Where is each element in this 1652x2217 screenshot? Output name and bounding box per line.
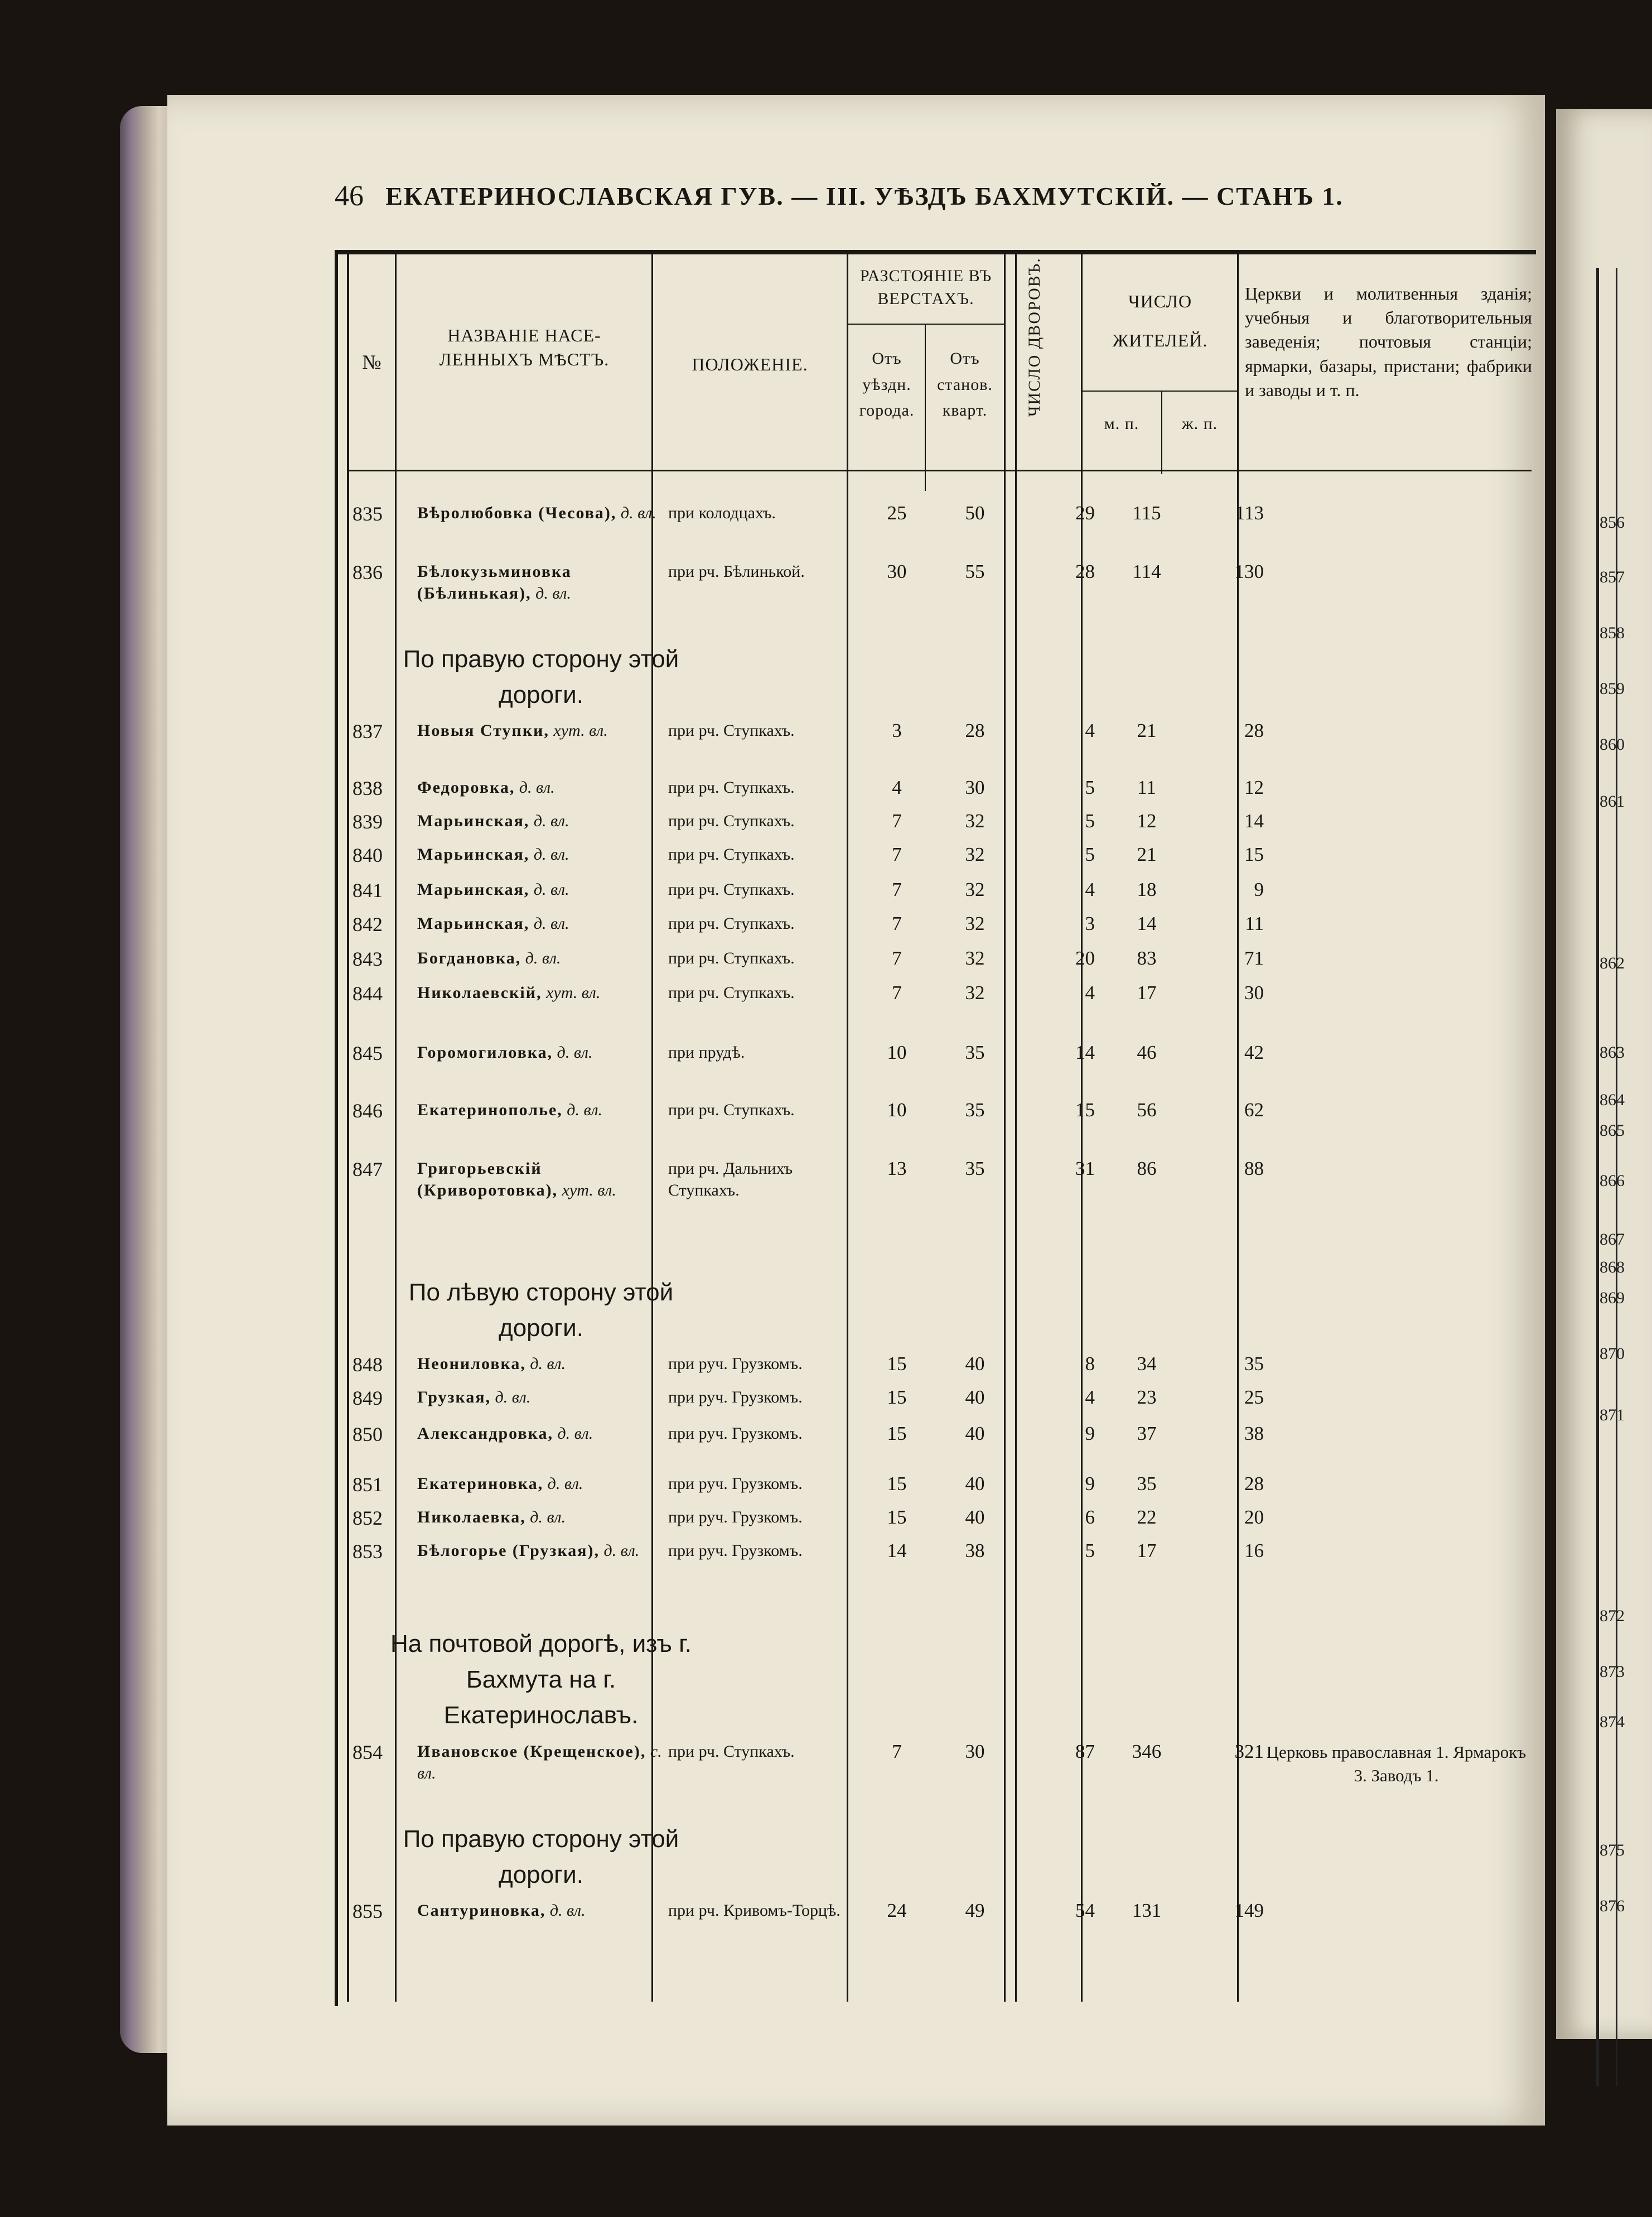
settlement-type: д. вл. [525, 1508, 566, 1526]
settlement-type: д. вл. [491, 1388, 531, 1406]
row-male: 11 [1137, 777, 1156, 798]
header-distance: РАЗСТОЯНІЕ ВЪ ВЕРСТАХЪ. [859, 267, 992, 308]
row-distance-town: 15 [887, 1386, 907, 1408]
row-households: 54 [1075, 1900, 1095, 1921]
row-female: 38 [1244, 1423, 1264, 1444]
row-households: 4 [1085, 720, 1095, 741]
settlement-type: д. вл. [529, 845, 569, 864]
row-name [417, 810, 663, 832]
row-position: при рч. Ступкахъ. [668, 1101, 795, 1119]
row-name [417, 777, 663, 798]
row-position: при руч. Грузкомъ. [668, 1508, 803, 1526]
settlement-name: Марьинская, [417, 845, 530, 864]
section-title: По правую сторону этой дороги. [403, 1825, 679, 1888]
row-position: при руч. Грузкомъ. [668, 1424, 803, 1443]
row-female: 42 [1244, 1042, 1264, 1063]
settlement-name: Екатеринополье, [417, 1101, 563, 1119]
settlement-type: д. вл. [529, 812, 569, 830]
row-number: 844 [352, 982, 383, 1005]
row-female: 14 [1244, 810, 1264, 832]
row-male: 56 [1137, 1099, 1157, 1121]
row-households: 8 [1085, 1353, 1095, 1375]
row-distance-camp: 55 [965, 561, 985, 582]
settlement-name: Александровка, [417, 1424, 553, 1443]
facing-row-number: 875 [1600, 1841, 1625, 1859]
row-female: 9 [1254, 879, 1264, 900]
row-number: 848 [352, 1353, 383, 1376]
row-name [417, 982, 663, 1004]
row-distance-town: 7 [892, 1741, 902, 1762]
row-name [417, 1386, 663, 1408]
row-distance-camp: 32 [965, 879, 985, 900]
row-number: 850 [352, 1423, 383, 1445]
running-head: ЕКАТЕРИНОСЛАВСКАЯ ГУВ. — III. УѢЗДЪ БАХМУТСКІЙ. — СТАНЪ 1. [385, 182, 1344, 210]
settlement-name: Богдановка, [417, 949, 521, 967]
facing-row-number: 871 [1600, 1406, 1625, 1424]
row-number: 846 [352, 1100, 383, 1122]
header-from-town: Отъ уѣздн. города. [859, 349, 915, 420]
facing-row-number: 869 [1600, 1289, 1625, 1307]
row-position: при рч. Ступкахъ. [668, 949, 795, 967]
section-title: На почтовой дорогѣ, изъ г. Бахмута на г. Екатеринославъ. [390, 1630, 692, 1729]
section-title: По лѣвую сторону этой дороги. [408, 1279, 674, 1342]
row-distance-camp: 32 [965, 947, 985, 969]
settlement-name: Горомогиловка, [417, 1043, 553, 1062]
header-churches: Церкви и молитвенныя зданія; учебныя и благотворительныя заведенія; почтовыя станціи; ярмарки, базары, пристани; фабрики и заводы и т. п. [1245, 283, 1532, 400]
row-male: 83 [1137, 947, 1157, 969]
facing-row-number: 861 [1600, 792, 1625, 811]
settlement-type: с. вл. [417, 1742, 662, 1782]
row-male: 21 [1137, 720, 1157, 741]
row-female: 62 [1244, 1099, 1264, 1121]
row-name [417, 1473, 663, 1495]
facing-row-number: 870 [1600, 1344, 1625, 1363]
row-distance-town: 30 [887, 561, 907, 582]
row-female: 149 [1234, 1900, 1264, 1921]
row-distance-camp: 40 [965, 1386, 985, 1408]
header-inhabitants: ЧИСЛО ЖИТЕЛЕЙ. [1112, 291, 1208, 351]
header-from-camp: Отъ станов. кварт. [937, 349, 993, 420]
row-male: 18 [1137, 879, 1157, 900]
row-institutions: Церковь православная 1. Ярмарокъ 3. Заводъ 1. [1266, 1742, 1527, 1785]
header-households: ЧИСЛО ДВОРОВЪ. [1025, 257, 1044, 417]
settlement-name: Сантуриновка, [417, 1901, 546, 1920]
settlement-type: хут. вл. [549, 721, 608, 740]
row-position: при рч. Ступкахъ. [668, 845, 795, 864]
settlement-type: д. вл. [515, 778, 555, 797]
row-female: 25 [1244, 1386, 1264, 1408]
row-name [417, 913, 663, 934]
row-name [417, 1423, 663, 1444]
settlement-type: д. вл. [531, 584, 571, 603]
row-position: при рч. Ступкахъ. [668, 914, 795, 933]
row-distance-town: 7 [892, 913, 902, 934]
row-number: 840 [352, 844, 383, 866]
row-male: 12 [1137, 810, 1157, 832]
row-male: 14 [1137, 913, 1157, 934]
row-female: 88 [1244, 1158, 1264, 1179]
row-name [417, 1042, 663, 1063]
row-households: 3 [1085, 913, 1095, 934]
row-name [417, 720, 663, 741]
row-female: 16 [1244, 1540, 1264, 1561]
row-female: 71 [1244, 947, 1264, 969]
page-number: 46 [335, 180, 364, 212]
facing-row-number: 864 [1600, 1091, 1625, 1109]
settlement-type: д. вл. [545, 1901, 586, 1920]
facing-row-number: 858 [1600, 624, 1625, 642]
row-position: при рч. Ступкахъ. [668, 984, 795, 1002]
row-distance-camp: 32 [965, 913, 985, 934]
settlement-name: Неониловка, [417, 1355, 526, 1373]
row-distance-camp: 30 [965, 1741, 985, 1762]
row-number: 839 [352, 811, 383, 833]
row-name [417, 947, 663, 969]
row-distance-town: 10 [887, 1042, 907, 1063]
settlement-type: д. вл. [525, 1355, 566, 1373]
row-position: при руч. Грузкомъ. [668, 1474, 803, 1493]
row-position: при рч. Ступкахъ. [668, 1742, 795, 1761]
row-distance-town: 4 [892, 777, 902, 798]
row-distance-town: 14 [887, 1540, 907, 1561]
row-distance-camp: 40 [965, 1353, 985, 1375]
row-male: 114 [1132, 561, 1161, 582]
row-number: 843 [352, 948, 383, 970]
row-households: 5 [1085, 1540, 1095, 1561]
row-distance-town: 7 [892, 844, 902, 865]
settlement-name: Николаевскій, [417, 984, 542, 1002]
settlement-type: д. вл. [553, 1424, 593, 1443]
row-households: 4 [1085, 879, 1095, 900]
row-households: 28 [1075, 561, 1095, 582]
row-number: 847 [352, 1158, 383, 1180]
row-position: при руч. Грузкомъ. [668, 1388, 803, 1406]
row-female: 35 [1244, 1353, 1264, 1375]
row-distance-town: 10 [887, 1099, 907, 1121]
row-position: при прудѣ. [668, 1043, 745, 1062]
row-position: при рч. Ступкахъ. [668, 880, 795, 899]
row-female: 130 [1234, 561, 1264, 582]
row-male: 23 [1137, 1386, 1157, 1408]
facing-row-number: 873 [1600, 1662, 1625, 1681]
facing-row-number: 867 [1600, 1230, 1625, 1249]
settlement-type: хут. вл. [542, 984, 601, 1002]
settlement-name: Николаевка, [417, 1508, 526, 1526]
row-households: 9 [1085, 1473, 1095, 1495]
row-distance-town: 15 [887, 1473, 907, 1495]
row-distance-camp: 35 [965, 1099, 985, 1121]
facing-row-number: 860 [1600, 735, 1625, 754]
row-position: при рч. Ступкахъ. [668, 721, 795, 740]
row-name [417, 1099, 663, 1121]
row-households: 29 [1075, 502, 1095, 524]
row-female: 11 [1245, 913, 1264, 934]
header-num: № [362, 351, 382, 373]
row-position: при рч. Бѣлинькой. [668, 562, 805, 581]
row-male: 34 [1137, 1353, 1157, 1375]
row-male: 37 [1137, 1423, 1157, 1444]
facing-row-number: 856 [1600, 513, 1625, 532]
row-distance-camp: 40 [965, 1473, 985, 1495]
row-position: при руч. Грузкомъ. [668, 1355, 803, 1373]
row-male: 86 [1137, 1158, 1157, 1179]
row-male: 131 [1132, 1900, 1162, 1921]
settlement-name: Грузкая, [417, 1388, 491, 1406]
row-distance-camp: 40 [965, 1423, 985, 1444]
facing-row-number: 859 [1600, 679, 1625, 698]
settlement-type: д. вл. [529, 914, 569, 933]
facing-row-number: 868 [1600, 1258, 1625, 1276]
settlement-name: Марьинская, [417, 812, 530, 830]
row-distance-camp: 32 [965, 844, 985, 865]
settlement-type: д. вл. [521, 949, 561, 967]
facing-row-number: 862 [1600, 954, 1625, 972]
row-distance-town: 7 [892, 879, 902, 900]
row-households: 5 [1085, 810, 1095, 832]
settlement-name: Федоровка, [417, 778, 515, 797]
row-households: 15 [1075, 1099, 1095, 1121]
row-number: 849 [352, 1387, 383, 1409]
facing-row-number: 872 [1600, 1607, 1625, 1625]
settlement-name: Марьинская, [417, 914, 530, 933]
row-position: при рч. Ступкахъ. [668, 812, 795, 830]
row-distance-camp: 50 [965, 502, 985, 524]
row-distance-camp: 35 [965, 1042, 985, 1063]
row-number: 851 [352, 1473, 383, 1496]
settlement-name: Ивановское (Крещенское), [417, 1742, 646, 1761]
row-distance-town: 7 [892, 947, 902, 969]
row-number: 845 [352, 1042, 383, 1064]
row-households: 31 [1075, 1158, 1095, 1179]
row-distance-town: 15 [887, 1423, 907, 1444]
row-male: 21 [1137, 844, 1157, 865]
row-distance-town: 24 [887, 1900, 907, 1921]
settlement-type: д. вл. [600, 1541, 640, 1560]
row-female: 30 [1244, 982, 1264, 1004]
row-name [417, 561, 663, 604]
row-name [417, 1900, 663, 1921]
row-female: 15 [1244, 844, 1264, 865]
facing-row-number: 857 [1600, 568, 1625, 586]
row-households: 6 [1085, 1506, 1095, 1528]
facing-row-number: 863 [1600, 1043, 1625, 1062]
row-position: при руч. Грузкомъ. [668, 1541, 803, 1560]
settlement-name: Вѣролюбовка (Чесова), [417, 504, 617, 522]
header-male: м. п. [1104, 415, 1139, 433]
row-female: 28 [1244, 1473, 1264, 1495]
row-name [417, 879, 663, 900]
row-name [417, 844, 663, 865]
row-number: 837 [352, 720, 383, 743]
facing-row-number: 866 [1600, 1172, 1625, 1190]
row-name [417, 1741, 663, 1784]
row-distance-camp: 32 [965, 982, 985, 1004]
row-households: 5 [1085, 844, 1095, 865]
row-position: при рч. Кривомъ-Торцѣ. [668, 1901, 841, 1920]
header-position: ПОЛОЖЕНІЕ. [692, 354, 808, 374]
settlement-type: д. вл. [553, 1043, 593, 1062]
row-number: 836 [352, 561, 383, 584]
facing-row-number: 876 [1600, 1897, 1625, 1915]
row-position: при рч. Ступкахъ. [668, 778, 795, 797]
row-female: 28 [1244, 720, 1264, 741]
row-households: 4 [1085, 982, 1095, 1004]
row-female: 321 [1234, 1741, 1264, 1762]
row-number: 842 [352, 913, 383, 936]
row-name [417, 1540, 663, 1561]
row-distance-camp: 40 [965, 1506, 985, 1528]
row-male: 46 [1137, 1042, 1157, 1063]
row-distance-camp: 35 [965, 1158, 985, 1179]
settlement-type: д. вл. [543, 1474, 583, 1493]
row-households: 87 [1075, 1741, 1095, 1762]
row-female: 12 [1244, 777, 1264, 798]
row-distance-town: 3 [892, 720, 902, 741]
row-distance-town: 25 [887, 502, 907, 524]
row-number: 841 [352, 879, 383, 902]
row-number: 838 [352, 777, 383, 799]
row-male: 115 [1132, 502, 1161, 524]
row-number: 853 [352, 1540, 383, 1563]
settlement-type: д. вл. [616, 504, 656, 522]
row-distance-camp: 38 [965, 1540, 985, 1561]
row-households: 20 [1075, 947, 1095, 969]
settlement-name: Бѣлокузьминовка (Бѣлинькая), [417, 562, 572, 603]
row-number: 852 [352, 1507, 383, 1529]
row-households: 9 [1085, 1423, 1095, 1444]
settlement-type: д. вл. [562, 1101, 603, 1119]
row-male: 35 [1137, 1473, 1157, 1495]
row-households: 14 [1075, 1042, 1095, 1063]
row-distance-camp: 30 [965, 777, 985, 798]
row-distance-camp: 28 [965, 720, 985, 741]
row-female: 20 [1244, 1506, 1264, 1528]
row-name [417, 1353, 663, 1375]
row-households: 4 [1085, 1386, 1095, 1408]
row-male: 346 [1132, 1741, 1162, 1762]
row-male: 17 [1137, 982, 1157, 1004]
row-name [417, 1506, 663, 1528]
row-distance-camp: 49 [965, 1900, 985, 1921]
header-female: ж. п. [1181, 415, 1218, 433]
row-distance-town: 13 [887, 1158, 907, 1179]
settlement-name: Екатериновка, [417, 1474, 544, 1493]
settlement-name: Бѣлогорье (Грузкая), [417, 1541, 600, 1560]
section-title: По правую сторону этой дороги. [403, 645, 679, 709]
settlement-type: д. вл. [529, 880, 569, 899]
row-position: при колодцахъ. [668, 504, 776, 522]
row-households: 5 [1085, 777, 1095, 798]
row-position: при рч. Дальнихъ Ступкахъ. [668, 1159, 793, 1199]
row-female: 113 [1235, 502, 1264, 524]
row-male: 22 [1137, 1506, 1157, 1528]
facing-row-number: 865 [1600, 1121, 1625, 1140]
row-name [417, 502, 663, 524]
row-distance-town: 7 [892, 982, 902, 1004]
settlement-name: Марьинская, [417, 880, 530, 899]
settlement-name: Новыя Ступки, [417, 721, 549, 740]
row-name [417, 1158, 663, 1201]
facing-row-number: 874 [1600, 1713, 1625, 1731]
settlement-type: хут. вл. [558, 1181, 616, 1199]
row-number: 855 [352, 1900, 383, 1922]
row-distance-camp: 32 [965, 810, 985, 832]
facing-page-rule [1596, 268, 1617, 2086]
row-distance-town: 7 [892, 810, 902, 832]
settlement-name: Григорьевскій (Криворотовка), [417, 1159, 558, 1199]
row-number: 835 [352, 503, 383, 525]
row-distance-town: 15 [887, 1353, 907, 1375]
header-name: НАЗВАНІЕ НАСЕ-ЛЕННЫХЪ МѢСТЪ. [439, 325, 610, 370]
row-distance-town: 15 [887, 1506, 907, 1528]
row-number: 854 [352, 1741, 383, 1763]
row-male: 17 [1137, 1540, 1157, 1561]
